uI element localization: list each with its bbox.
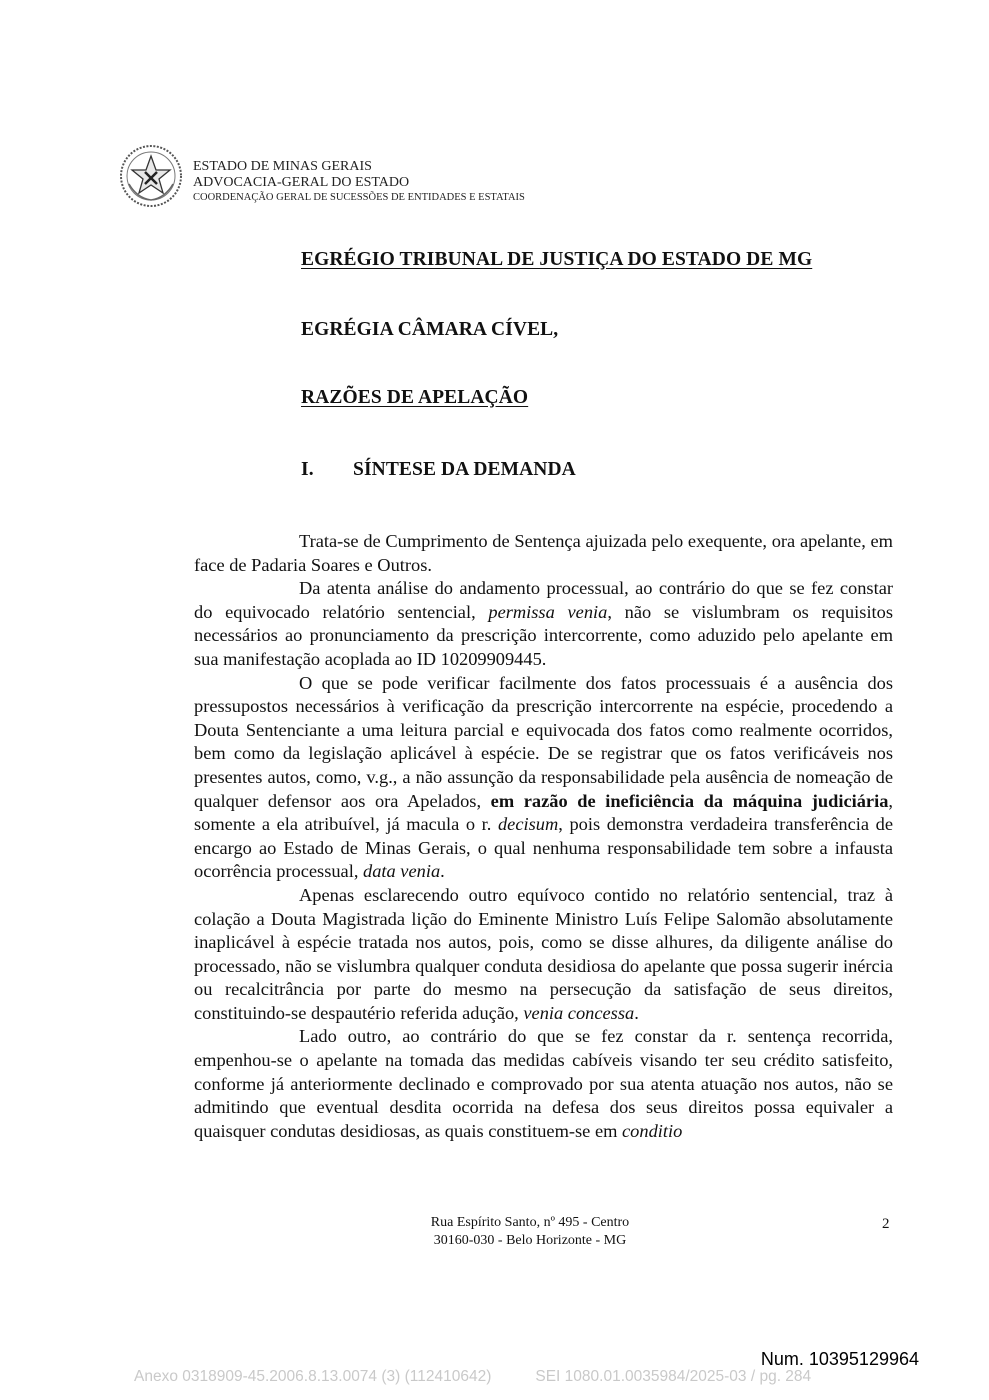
p4-text-a: Apenas esclarecendo outro equívoco contido no relatório sentencial, traz à colação a Douta Magistrada lição do Eminente Ministro Luís Felipe Salomão absolutamente inaplicável à espécie tratada nos autos, pois, como se disse alhures, da diligente análise do processado, não se vislumbra qualquer conduta desidiosa do apelante que possa sugerir inércia ou recalcitrância por parte do mesmo na persecução da satisfação de seus direitos, constituindo-se despautério referida adução, [194, 884, 893, 1023]
letterhead-state: ESTADO DE MINAS GERAIS [193, 159, 372, 174]
annex-reference: Anexo 0318909-45.2006.8.13.0074 (3) (112410642) [134, 1368, 492, 1385]
p1-text: Trata-se de Cumprimento de Sentença ajuizada pelo exequente, ora apelante, em face de Padaria Soares e Outros. [194, 531, 893, 575]
chamber-heading: EGRÉGIA CÂMARA CÍVEL, [301, 319, 559, 340]
p5-text-a: Lado outro, ao contrário do que se fez constar da r. sentença recorrida, empenhou-se o apelante na tomada das medidas cabíveis visando ter seu crédito satisfeito, conforme já anteriormente declinado e comprovado por sua atenta atuação nos autos, não se admitindo que eventual desdita ocorrida na defesa dos seus direitos possa equivaler a quaisquer condutas desidiosas, as quais constituem-se em [194, 1026, 893, 1141]
p3-italic-2: data venia [363, 861, 441, 882]
letterhead-agency: ADVOCACIA-GERAL DO ESTADO [193, 175, 410, 190]
paragraph-5 [194, 1025, 893, 1143]
footer-address [380, 1214, 680, 1250]
paragraph-1 [194, 530, 893, 577]
section-title: SÍNTESE DA DEMANDA [353, 459, 576, 480]
annex-watermark [134, 1368, 811, 1386]
paragraph-2 [194, 577, 893, 671]
sei-reference: SEI 1080.01.0035984/2025-03 / pg. 284 [535, 1368, 812, 1385]
letterhead-department: COORDENAÇÃO GERAL DE SUCESSÕES DE ENTIDADES E ESTATAIS [193, 192, 525, 203]
p3-text-a: O que se pode verificar facilmente dos fatos processuais é a ausência dos pressupostos necessários à verificação da prescrição intercorrente na espécie, procedendo a Douta Sentenciante a uma leitura parcial e equivocada dos fatos como realmente ocorridos, bem como da legislação aplicável à espécie. De se registrar que os fatos verificáveis nos presentes autos, como, v.g., a não assunção da responsabilidade pela ausência de nomeação de qualquer defensor aos ora Apelados, [194, 672, 893, 811]
court-heading: EGRÉGIO TRIBUNAL DE JUSTIÇA DO ESTADO DE MG [301, 249, 813, 270]
body-text [194, 530, 893, 1143]
p4-text-b: . [634, 1002, 639, 1023]
address-line-2: 30160-030 - Belo Horizonte - MG [433, 1233, 627, 1248]
paragraph-3 [194, 672, 893, 884]
section-heading [301, 459, 576, 481]
p3-italic-1: decisum [497, 814, 559, 835]
p3-text-c: , pois demonstra verdadeira transferência de encargo ao Estado de Minas Gerais, o qual nenhuma responsabilidade tem sobre a infausta ocorrência processual, [194, 814, 893, 882]
p2-italic: permissa venia [488, 601, 608, 622]
section-number: I. [301, 459, 314, 480]
state-coat-of-arms-icon [119, 144, 183, 208]
p2-text-a: Da atenta análise do andamento processual, ao contrário do que se fez constar do equivocado relatório sentencial, [194, 578, 893, 622]
p4-italic: venia concessa [523, 1002, 635, 1023]
letterhead [193, 159, 525, 205]
p5-italic: conditio [622, 1120, 683, 1141]
page-number: 2 [882, 1216, 890, 1232]
p3-bold: em razão de ineficiência da máquina judiciária [490, 790, 889, 811]
document-number-stamp: Num. 10395129964 [760, 1349, 919, 1369]
p3-text-b: , somente a ela atribuível, já macula o r. [194, 790, 894, 835]
p2-text-b: , não se vislumbram os requisitos necessários ao pronunciamento da prescrição intercorrente, como aduzido pelo apelante em sua manifestação acoplada ao ID 10209909445. [194, 601, 894, 669]
address-line-1: Rua Espírito Santo, nº 495 - Centro [430, 1215, 630, 1230]
paragraph-4 [194, 884, 893, 1026]
p3-text-d: . [440, 861, 445, 882]
reasons-heading: RAZÕES DE APELAÇÃO [301, 387, 529, 408]
